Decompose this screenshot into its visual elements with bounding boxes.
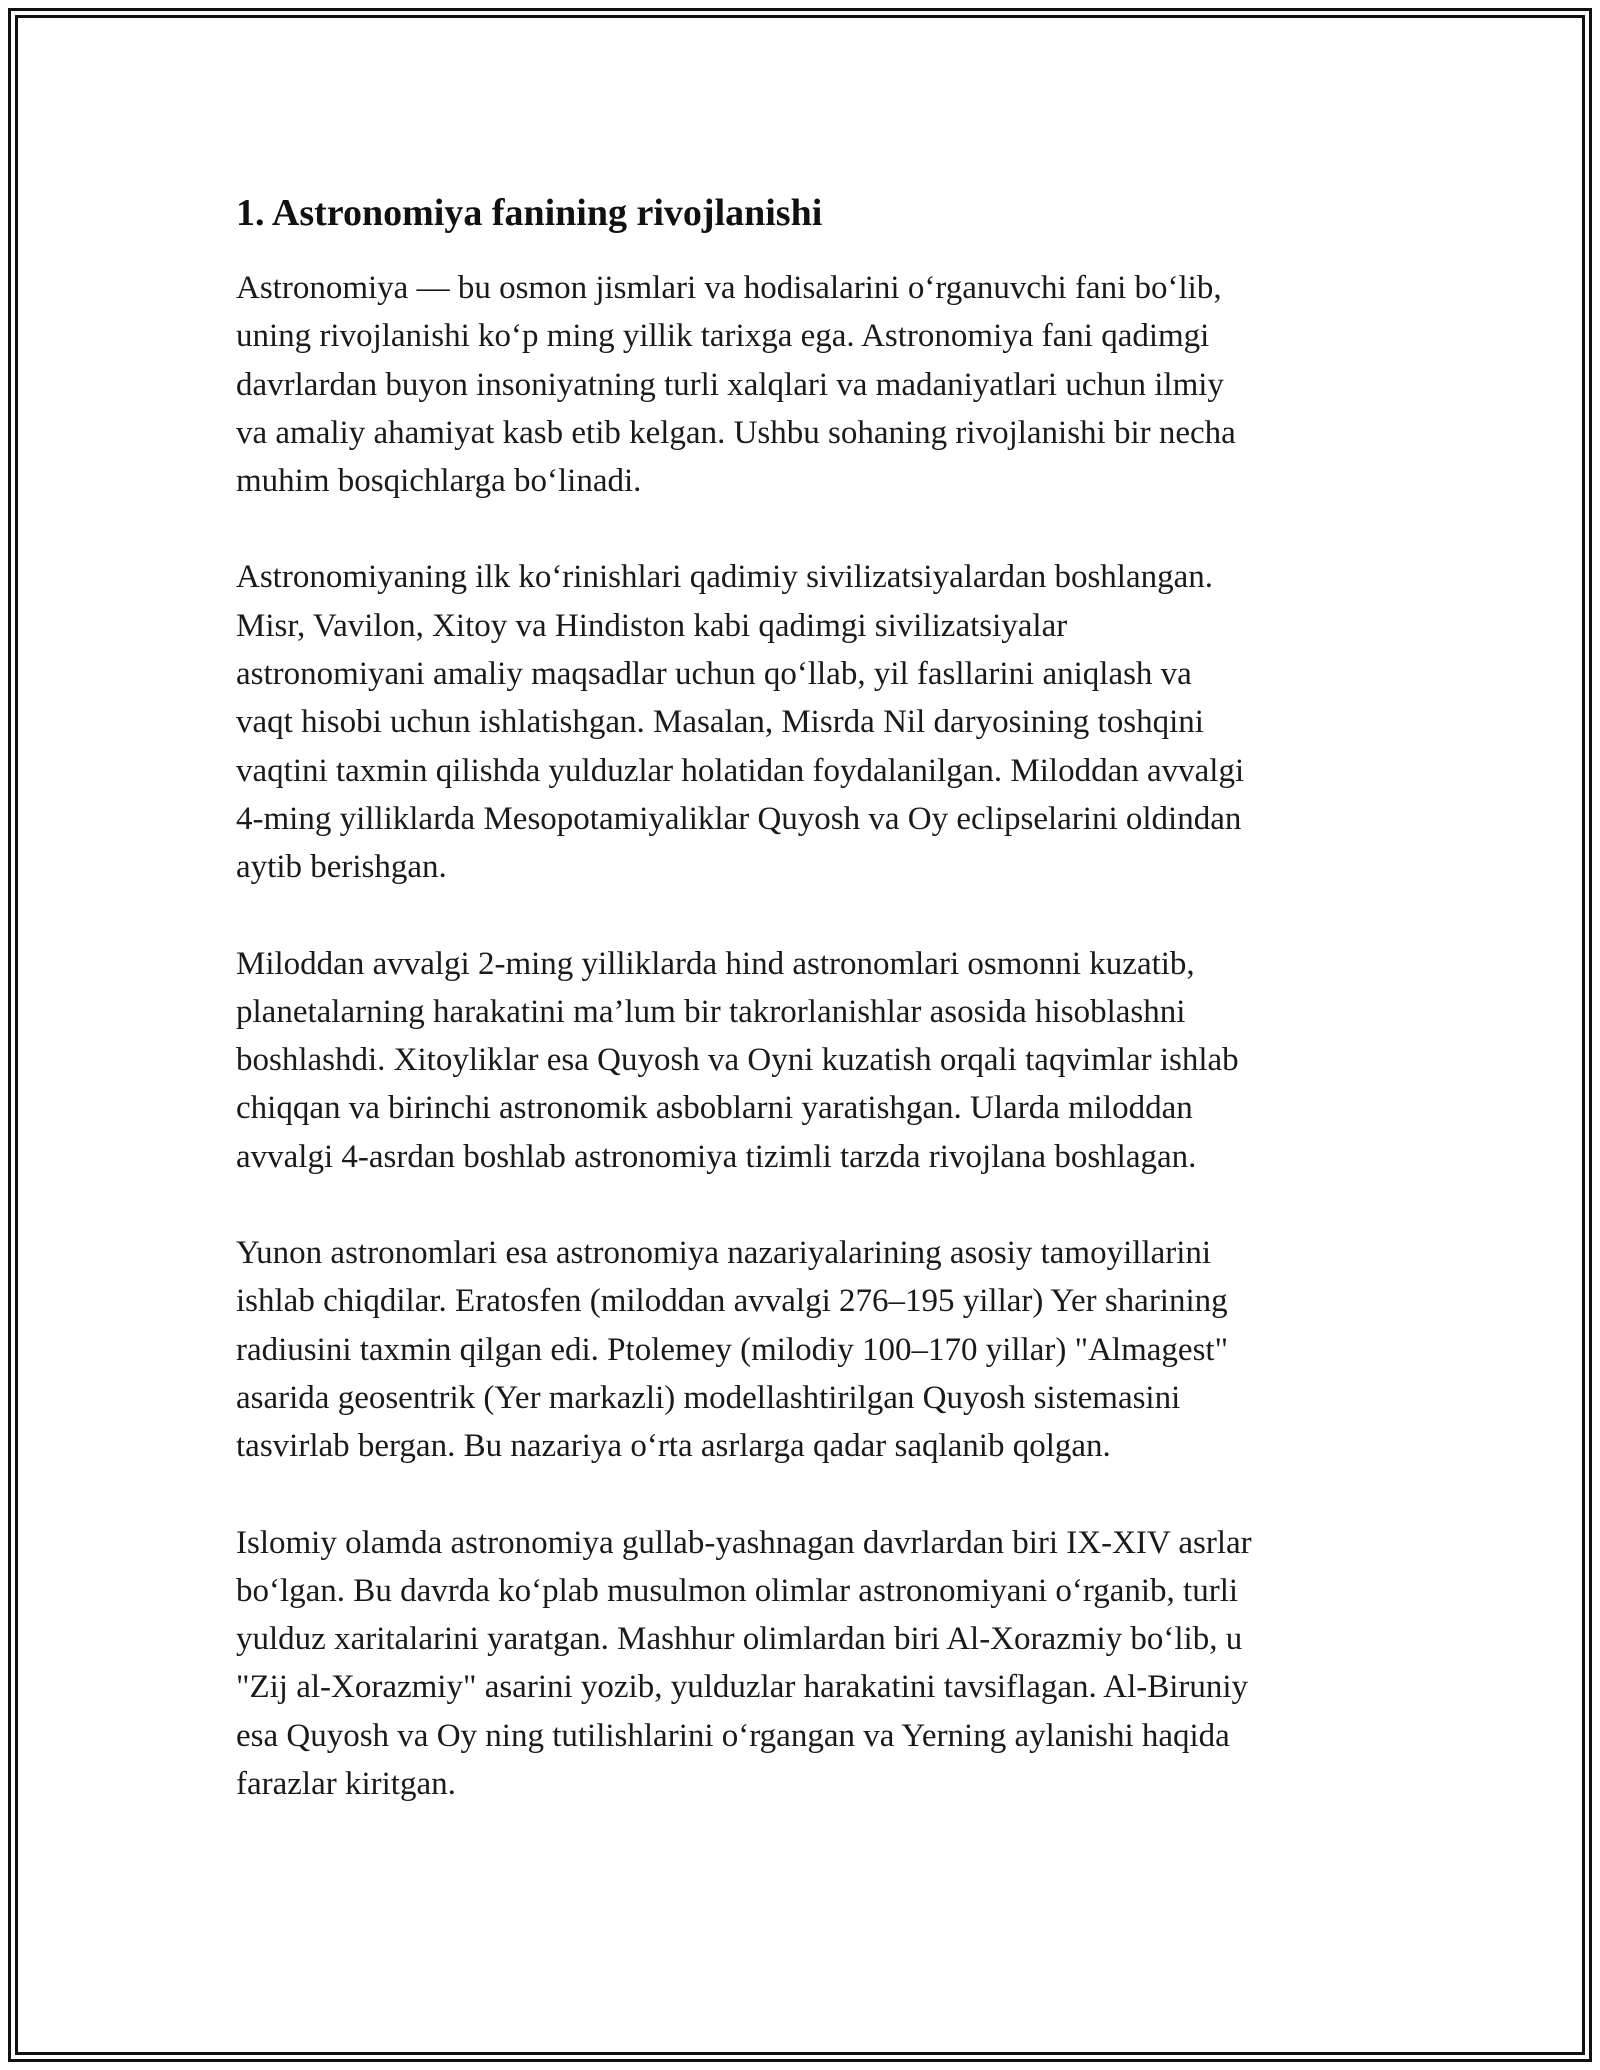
paragraph-ancient-civilizations xyxy=(236,553,1366,891)
paragraph-intro xyxy=(236,264,1366,505)
paragraph-line: radiusini taxmin qilgan edi. Ptolemey (milodiy 100–170 yillar) "Almagest" xyxy=(236,1331,1229,1368)
paragraph-line: astronomiyani amaliy maqsadlar uchun qo‘llab, yil fasllarini aniqlash va xyxy=(236,656,1192,693)
paragraph-line: Miloddan avvalgi 2-ming yilliklarda hind astronomlari osmonni kuzatib, xyxy=(236,945,1195,982)
paragraph-line: muhim bosqichlarga bo‘linadi. xyxy=(236,463,642,500)
paragraph-line: 4-ming yilliklarda Mesopotamiyaliklar Quyosh va Oy eclipselarini oldindan xyxy=(236,800,1242,837)
paragraph-line: Islomiy olamda astronomiya gullab-yashnagan davrlardan biri IX-XIV asrlar xyxy=(236,1524,1252,1561)
paragraph-line: "Zij al-Xorazmiy" asarini yozib, yulduzlar harakatini tavsiflagan. Al-Biruniy xyxy=(236,1669,1249,1706)
paragraph-india-china xyxy=(236,940,1366,1181)
paragraph-line: boshlashdi. Xitoyliklar esa Quyosh va Oyni kuzatish orqali taqvimlar ishlab xyxy=(236,1042,1239,1079)
paragraph-line: planetalarning harakatini ma’lum bir takrorlanishlar asosida hisoblashni xyxy=(236,993,1186,1030)
paragraph-line: davrlardan buyon insoniyatning turli xalqlari va madaniyatlari uchun ilmiy xyxy=(236,366,1224,403)
paragraph-line: Astronomiya — bu osmon jismlari va hodisalarini o‘rganuvchi fani bo‘lib, xyxy=(236,270,1222,306)
paragraph-line: bo‘lgan. Bu davrda ko‘plab musulmon olimlar astronomiyani o‘rganib, turli xyxy=(236,1572,1239,1609)
paragraph-line: asarida geosentrik (Yer markazli) modellashtirilgan Quyosh sistemasini xyxy=(236,1379,1181,1416)
paragraph-line: vaqtini taxmin qilishda yulduzlar holatidan foydalanilgan. Miloddan avvalgi xyxy=(236,752,1245,789)
paragraph-line: tasvirlab bergan. Bu nazariya o‘rta asrlarga qadar saqlanib qolgan. xyxy=(236,1428,1111,1465)
paragraph-line: Yunon astronomlari esa astronomiya nazariyalarining asosiy tamoyillarini xyxy=(236,1235,1212,1272)
paragraph-line: Astronomiyaning ilk ko‘rinishlari qadimiy sivilizatsiyalardan boshlangan. xyxy=(236,559,1213,596)
paragraph-line: aytib berishgan. xyxy=(236,849,447,886)
section-heading: 1. Astronomiya fanining rivojlanishi xyxy=(236,192,823,234)
paragraph-greek-astronomers xyxy=(236,1229,1366,1470)
paragraph-line: avvalgi 4-asrdan boshlab astronomiya tizimli tarzda rivojlana boshlagan. xyxy=(236,1138,1197,1175)
paragraph-line: vaqt hisobi uchun ishlatishgan. Masalan, Misrda Nil daryosining toshqini xyxy=(236,704,1204,741)
paragraph-line: ishlab chiqdilar. Eratosfen (miloddan avvalgi 276–195 yillar) Yer sharining xyxy=(236,1283,1228,1320)
paragraph-line: chiqqan va birinchi astronomik asboblarni yaratishgan. Ularda miloddan xyxy=(236,1090,1193,1127)
paragraph-islamic-world xyxy=(236,1519,1366,1809)
paragraph-line: va amaliy ahamiyat kasb etib kelgan. Ushbu sohaning rivojlanishi bir necha xyxy=(236,414,1236,451)
document-body xyxy=(236,188,1366,1856)
paragraph-line: uning rivojlanishi ko‘p ming yillik tarixga ega. Astronomiya fani qadimgi xyxy=(236,318,1210,355)
paragraph-line: yulduz xaritalarini yaratgan. Mashhur olimlardan biri Al-Xorazmiy bo‘lib, u xyxy=(236,1621,1243,1658)
paragraph-line: farazlar kiritgan. xyxy=(236,1766,456,1803)
paragraph-line: Misr, Vavilon, Xitoy va Hindiston kabi qadimgi sivilizatsiyalar xyxy=(236,607,1068,644)
paragraph-line: esa Quyosh va Oy ning tutilishlarini o‘rgangan va Yerning aylanishi haqida xyxy=(236,1717,1230,1754)
